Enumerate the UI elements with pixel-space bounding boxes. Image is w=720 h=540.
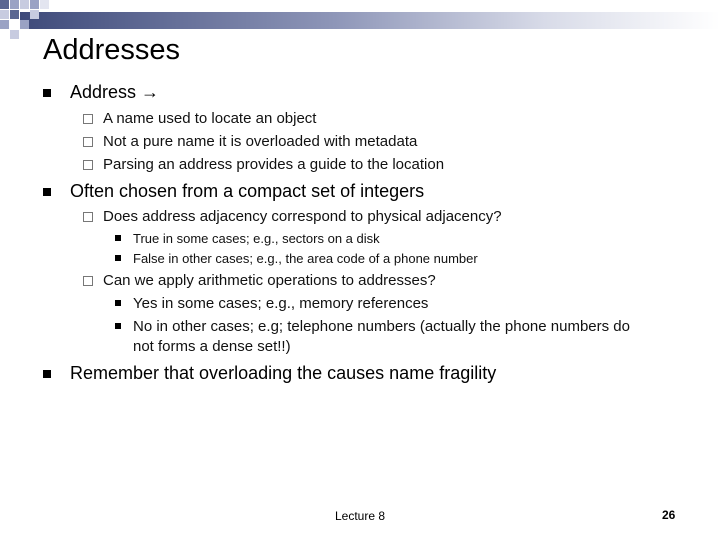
level3-bullet [115,300,121,306]
level1-bullet [43,188,51,196]
banner-square [0,0,9,9]
level1-bullet [43,89,51,97]
bullet-level1: Often chosen from a compact set of integers [70,181,425,201]
banner-square [0,20,9,29]
banner-square [20,0,29,9]
bullet-level2: Does address adjacency correspond to physical adjacency? [103,208,502,225]
level2-bullet-box [83,160,93,170]
bullet-level1: Address → [70,82,160,102]
level2-bullet-box [83,212,93,222]
bullet-level3: No in other cases; e.g; telephone numbers (actually the phone numbers do [133,318,630,335]
banner-square [30,10,39,19]
bullet-level3: False in other cases; e.g., the area code of a phone number [133,251,478,266]
level3-bullet [115,323,121,329]
level1-bullet [43,370,51,378]
banner-square [10,30,19,39]
banner-square [10,0,19,9]
bullet-level2: Parsing an address provides a guide to the location [103,156,445,173]
banner-square [10,10,19,19]
bullet-level3: Yes in some cases; e.g., memory references [133,295,429,312]
level2-bullet-box [83,114,93,124]
level3-bullet [115,255,121,261]
bullet-level2: Can we apply arithmetic operations to addresses? [103,272,436,289]
banner-square [0,10,9,19]
page-number: 26 [662,508,676,522]
title-banner-decoration [0,0,720,30]
bullet-level3: True in some cases; e.g., sectors on a disk [133,231,380,246]
bullet-level2: A name used to locate an object [103,110,317,127]
level2-bullet-box [83,276,93,286]
bullet-level2: Not a pure name it is overloaded with metadata [103,133,418,150]
level2-bullet-box [83,137,93,147]
banner-gradient-bar [20,12,720,29]
bullet-level3-continuation: not forms a dense set!!) [133,338,291,355]
banner-square [40,0,49,9]
bullet-level1: Remember that overloading the causes name fragility [70,363,497,383]
level3-bullet [115,235,121,241]
footer-lecture-label: Lecture 8 [335,509,386,523]
slide-title: Addresses [43,34,181,66]
banner-square [20,20,29,29]
banner-square [30,0,39,9]
